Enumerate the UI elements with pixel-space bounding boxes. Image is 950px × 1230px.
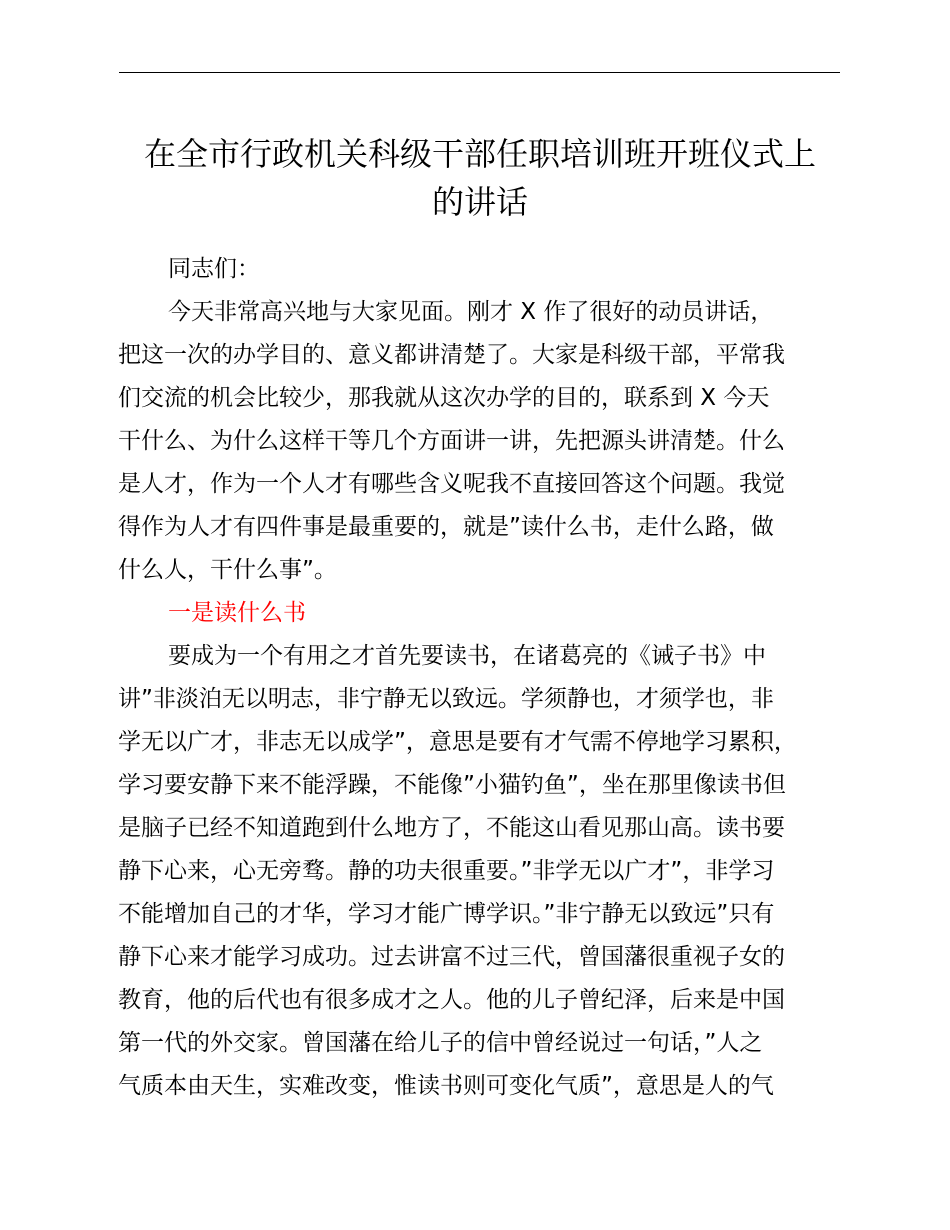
paragraph-line: 静下心来才能学习成功。过去讲富不过三代，曾国藩很重视子女的 xyxy=(118,944,785,970)
paragraph-line: 是脑子已经不知道跑到什么地方了，不能这山看见那山高。读书要 xyxy=(118,815,785,841)
paragraph-line: 第一代的外交家。曾国藩在给儿子的信中曾经说过一句话，”人之 xyxy=(118,1030,763,1056)
paragraph-line: 今天非常高兴地与大家见面。刚才 X 作了很好的动员讲话， xyxy=(168,299,774,325)
paragraph-line: 静下心来，心无旁骛。静的功夫很重要。”非学无以广才”，非学习 xyxy=(118,858,775,884)
paragraph-line: 不能增加自己的才华，学习才能广博学识。”非宁静无以致远”只有 xyxy=(118,901,775,927)
paragraph-2 xyxy=(118,635,843,1108)
paragraph-line: 干什么、为什么这样干等几个方面讲一讲，先把源头讲清楚。什么 xyxy=(118,428,785,454)
document-title xyxy=(100,130,860,226)
title-line-2: 的讲话 xyxy=(431,183,528,221)
paragraph-line: 得作为人才有四件事是最重要的，就是”读什么书，走什么路，做 xyxy=(118,514,774,540)
paragraph-line: 讲”非淡泊无以明志，非宁静无以致远。学须静也，才须学也，非 xyxy=(118,686,774,712)
document-body xyxy=(118,248,843,1108)
salutation: 同志们： xyxy=(168,256,260,282)
paragraph-line: 学习要安静下来不能浮躁，不能像”小猫钓鱼”，坐在那里像读书但 xyxy=(118,772,786,798)
top-rule xyxy=(119,72,840,73)
paragraph-line: 气质本由天生，实难改变，惟读书则可变化气质”，意思是人的气 xyxy=(118,1073,774,1099)
paragraph-line: 什么人，干什么事”。 xyxy=(118,557,337,583)
paragraph-line: 教育，他的后代也有很多成才之人。他的儿子曾纪泽，后来是中国 xyxy=(118,987,785,1013)
paragraph-1 xyxy=(118,291,843,592)
paragraph-line: 们交流的机会比较少，那我就从这次办学的目的，联系到 X 今天 xyxy=(118,385,770,411)
paragraph-line: 学无以广才，非志无以成学”，意思是要有才气需不停地学习累积， xyxy=(118,729,797,755)
title-line-1: 在全市行政机关科级干部任职培训班开班仪式上 xyxy=(143,135,816,173)
section-heading: 一是读什么书 xyxy=(168,600,306,626)
paragraph-line: 要成为一个有用之才首先要读书，在诸葛亮的《诫子书》中 xyxy=(168,643,766,669)
paragraph-line: 把这一次的办学目的、意义都讲清楚了。大家是科级干部，平常我 xyxy=(118,342,785,368)
paragraph-line: 是人才，作为一个人才有哪些含义呢我不直接回答这个问题。我觉 xyxy=(118,471,785,497)
